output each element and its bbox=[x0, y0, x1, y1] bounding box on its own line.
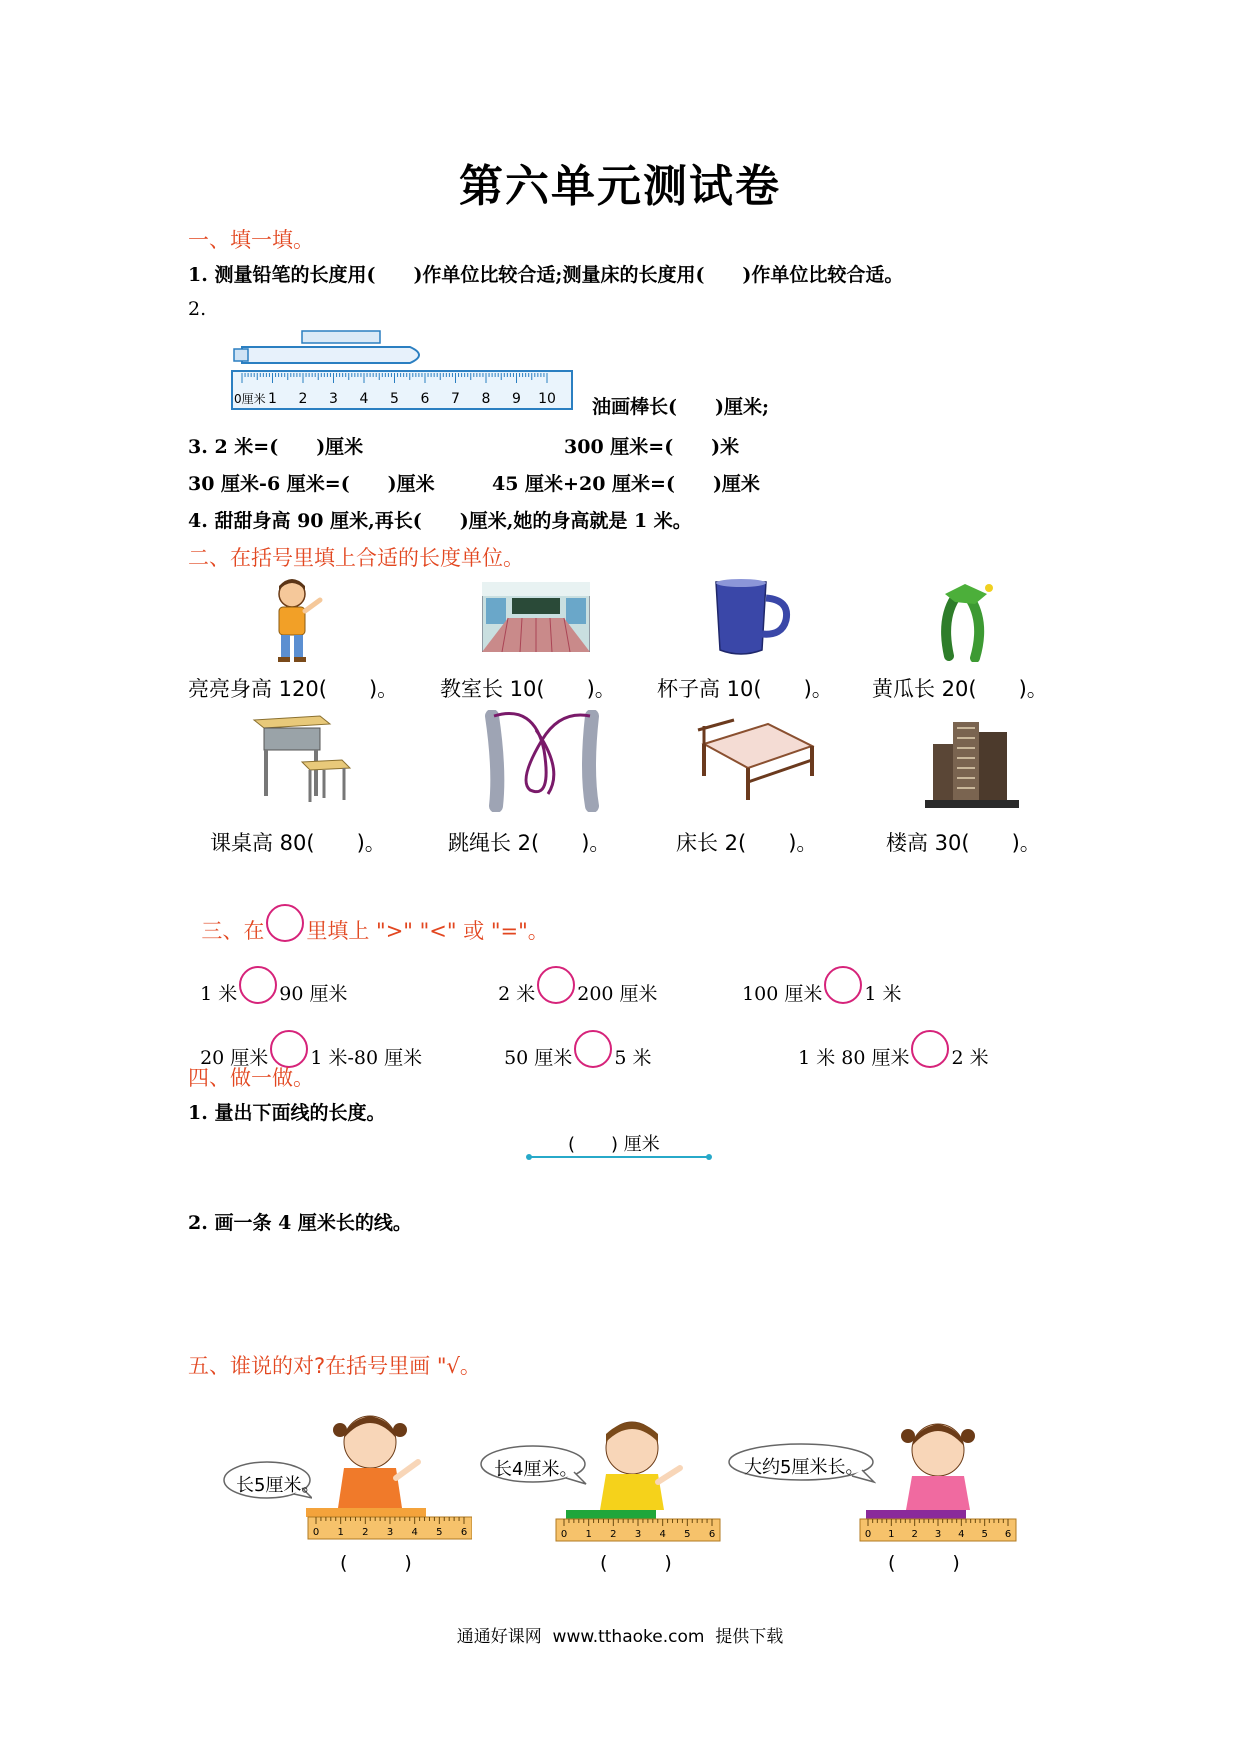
caption-building-height: 楼高 30( )。 bbox=[886, 831, 1041, 855]
compare-circle[interactable] bbox=[911, 1030, 949, 1068]
line-length-label: ( ) 厘米 bbox=[568, 1134, 660, 1155]
ruler-number-label: 8 bbox=[481, 391, 491, 407]
compare-left: 50 厘米 bbox=[504, 1047, 573, 1069]
compare-item-3 bbox=[730, 944, 902, 1006]
ruler-number-label: 5 bbox=[981, 1529, 988, 1540]
ruler-number-label: 2 bbox=[298, 391, 308, 407]
ruler-number-label: 3 bbox=[329, 391, 338, 407]
ruler-number-label: 3 bbox=[634, 1529, 642, 1540]
ruler-number-label: 6 bbox=[420, 391, 430, 407]
desk-picture bbox=[250, 712, 354, 804]
compare-item-1 bbox=[188, 944, 347, 1006]
answer-bracket-2[interactable]: ( ) bbox=[600, 1552, 672, 1574]
ruler-3-scale bbox=[860, 1519, 1016, 1541]
speech-bubble-1-text: 长5厘米。 bbox=[236, 1475, 320, 1496]
ruler-number-label: 1 bbox=[268, 391, 277, 407]
ruler-number-label: 6 bbox=[460, 1527, 468, 1538]
compare-right: 1 米-80 厘米 bbox=[310, 1047, 423, 1069]
ruler-number-label: 1 bbox=[585, 1529, 592, 1540]
ruler-number-label: 4 bbox=[659, 1529, 666, 1540]
compare-item-4 bbox=[188, 1008, 422, 1070]
measure-line bbox=[526, 1152, 712, 1162]
cucumber-picture bbox=[935, 580, 1007, 662]
compare-left: 1 米 bbox=[200, 983, 238, 1005]
ruler-number-label: 6 bbox=[708, 1529, 716, 1540]
crayon-body bbox=[242, 347, 419, 363]
caption-rope-length: 跳绳长 2( )。 bbox=[448, 831, 611, 855]
compare-left: 100 厘米 bbox=[742, 983, 823, 1005]
compare-circle[interactable] bbox=[537, 966, 575, 1004]
compare-left: 20 厘米 bbox=[200, 1047, 269, 1069]
ruler-number-label: 1 bbox=[337, 1527, 344, 1538]
question-1-3d: 45 厘米+20 厘米=( )厘米 bbox=[492, 473, 760, 495]
section-4-heading: 四、做一做。 bbox=[188, 1066, 314, 1090]
compare-circle[interactable] bbox=[574, 1030, 612, 1068]
section-2-heading: 二、在括号里填上合适的长度单位。 bbox=[188, 546, 524, 570]
compare-right: 5 米 bbox=[614, 1047, 652, 1069]
ruler-number-label: 0 bbox=[864, 1529, 872, 1540]
caption-cucumber-length: 黄瓜长 20( )。 bbox=[872, 677, 1048, 701]
ruler-number-label: 6 bbox=[1004, 1529, 1012, 1540]
boy-picture bbox=[262, 578, 334, 664]
caption-cup-height: 杯子高 10( )。 bbox=[657, 677, 833, 701]
question-1-3b: 300 厘米=( )米 bbox=[564, 436, 740, 458]
crayon-end bbox=[234, 349, 248, 361]
compare-right: 200 厘米 bbox=[577, 983, 658, 1005]
ruler-number-label: 5 bbox=[436, 1527, 443, 1538]
compare-left: 2 米 bbox=[498, 983, 536, 1005]
compare-circle[interactable] bbox=[239, 966, 277, 1004]
building-picture bbox=[925, 714, 1019, 810]
question-1-4: 4. 甜甜身高 90 厘米,再长( )厘米,她的身高就是 1 米。 bbox=[188, 510, 692, 532]
ruler-number-label: 4 bbox=[958, 1529, 965, 1540]
ruler-2-scale bbox=[556, 1519, 720, 1541]
answer-bracket-1[interactable]: ( ) bbox=[340, 1552, 412, 1574]
compare-item-6 bbox=[786, 1008, 989, 1070]
ruler-number-label: 2 bbox=[362, 1527, 369, 1538]
circle-blank-icon bbox=[266, 904, 304, 942]
speech-bubble-3-text: 大约5厘米长。 bbox=[744, 1457, 864, 1478]
ruler-number-label: 2 bbox=[610, 1529, 617, 1540]
ruler-number-label: 7 bbox=[451, 391, 460, 407]
ruler-number-label: 10 bbox=[538, 391, 556, 407]
ruler-with-crayon-figure bbox=[230, 325, 575, 413]
question-4-1: 1. 量出下面线的长度。 bbox=[188, 1102, 386, 1124]
ruler-number-label: 5 bbox=[390, 391, 399, 407]
section-5-heading: 五、谁说的对?在括号里画 "√。 bbox=[188, 1354, 481, 1378]
classroom-picture bbox=[482, 582, 590, 652]
answer-bracket-3[interactable]: ( ) bbox=[888, 1552, 960, 1574]
ruler-body bbox=[232, 371, 572, 409]
compare-item-5 bbox=[492, 1008, 651, 1070]
ruler-number-label: 1 bbox=[888, 1529, 895, 1540]
ruler-unit-label: 0厘米 bbox=[234, 392, 266, 406]
ruler-number-label: 4 bbox=[411, 1527, 418, 1538]
crayon-cap bbox=[302, 331, 380, 343]
ruler-number-label: 0 bbox=[312, 1527, 320, 1538]
ruler-number-label: 5 bbox=[684, 1529, 691, 1540]
compare-right: 90 厘米 bbox=[279, 983, 348, 1005]
compare-circle[interactable] bbox=[824, 966, 862, 1004]
question-1-3c: 30 厘米-6 厘米=( )厘米 bbox=[188, 473, 435, 495]
ruler-1-scale bbox=[308, 1517, 472, 1539]
question-1-2-number: 2. bbox=[188, 298, 207, 320]
bed-picture bbox=[694, 716, 818, 802]
section-3-heading-pre: 三、在 bbox=[201, 919, 265, 943]
compare-right: 1 米 bbox=[864, 983, 902, 1005]
speech-bubble-2-text: 长4厘米。 bbox=[494, 1459, 578, 1480]
caption-liangliang-height: 亮亮身高 120( )。 bbox=[188, 677, 399, 701]
compare-item-2 bbox=[486, 944, 658, 1006]
question-1-1: 1. 测量铅笔的长度用( )作单位比较合适;测量床的长度用( )作单位比较合适。 bbox=[188, 264, 904, 286]
question-4-2: 2. 画一条 4 厘米长的线。 bbox=[188, 1212, 412, 1234]
section-1-heading: 一、填一填。 bbox=[188, 228, 314, 252]
question-1-3a: 3. 2 米=( )厘米 bbox=[188, 436, 364, 458]
section-3-heading bbox=[188, 880, 549, 945]
cup-picture bbox=[710, 578, 794, 658]
ruler-number-label: 9 bbox=[512, 391, 521, 407]
caption-classroom-length: 教室长 10( )。 bbox=[440, 677, 616, 701]
compare-left: 1 米 80 厘米 bbox=[798, 1047, 910, 1069]
jump-rope-picture bbox=[474, 710, 612, 812]
ruler-number-label: 3 bbox=[386, 1527, 394, 1538]
ruler-number-label: 3 bbox=[934, 1529, 942, 1540]
page-title: 第六单元测试卷 bbox=[459, 161, 781, 212]
ruler-number-label: 0 bbox=[560, 1529, 568, 1540]
caption-desk-height: 课桌高 80( )。 bbox=[210, 831, 386, 855]
compare-right: 2 米 bbox=[951, 1047, 989, 1069]
question-1-2-text: 油画棒长( )厘米; bbox=[592, 396, 769, 418]
ruler-number-label: 4 bbox=[359, 391, 369, 407]
footer-text: 通通好课网 www.tthaoke.com 提供下载 bbox=[456, 1627, 784, 1647]
ruler-number-label: 2 bbox=[911, 1529, 918, 1540]
caption-bed-length: 床长 2( )。 bbox=[676, 831, 818, 855]
section-3-heading-post: 里填上 ">" "<" 或 "="。 bbox=[306, 919, 549, 943]
